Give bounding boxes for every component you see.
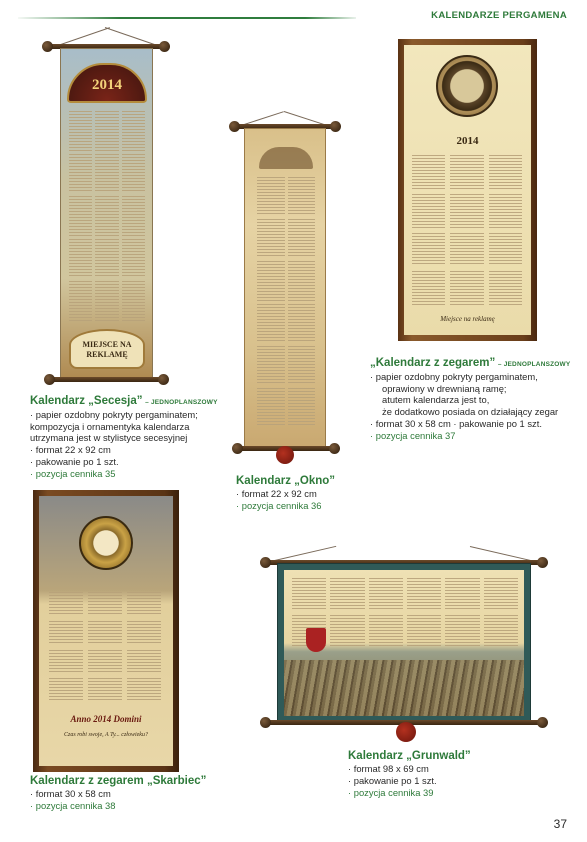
calendar-month xyxy=(489,194,522,228)
calendar-month xyxy=(69,196,92,236)
calendar-month xyxy=(257,304,285,343)
caption-grunwald xyxy=(348,749,548,798)
calendar-month xyxy=(330,615,364,648)
spec-line: kompozycja i ornamentyka kalendarza xyxy=(30,420,190,432)
calendar-month xyxy=(88,621,122,645)
calendar-month xyxy=(122,154,145,194)
calendar-month xyxy=(95,154,118,194)
spec-line: · format 30 x 58 cm xyxy=(30,788,240,800)
calendar-grid xyxy=(412,155,522,305)
okno-window-arch xyxy=(259,147,313,169)
wax-seal-icon xyxy=(396,722,416,742)
calendar-month xyxy=(288,177,316,216)
coat-of-arms-icon xyxy=(306,628,326,652)
calendar-grid xyxy=(49,592,161,702)
calendar-month xyxy=(484,578,518,611)
spec-line: · format 22 x 92 cm xyxy=(236,488,396,500)
calendar-month xyxy=(257,388,285,427)
calendar-month xyxy=(69,111,92,151)
calendar-month xyxy=(49,678,83,702)
skarbiec-motto: Czas robi swoje, A Ty... człowieku? xyxy=(64,732,148,738)
calendar-month xyxy=(369,578,403,611)
calendar-month xyxy=(330,578,364,611)
calendar-month xyxy=(445,615,479,648)
secesja-ad-plate: MIEJSCE NA REKLAMĘ xyxy=(69,329,145,369)
product-name: Kalendarz z zegarem „Skarbiec” xyxy=(30,775,207,787)
calendar-month xyxy=(484,615,518,648)
calendar-month xyxy=(257,219,285,258)
price-ref: · pozycja cennika 35 xyxy=(30,468,240,480)
calendar-month xyxy=(95,239,118,279)
calendar-month xyxy=(95,196,118,236)
calendar-grid xyxy=(257,177,315,427)
calendar-month xyxy=(257,177,285,216)
page-number: 37 xyxy=(553,817,567,831)
calendar-month xyxy=(49,621,83,645)
zegar-ad-text: Miejsce na reklamę xyxy=(440,315,495,323)
calendar-month xyxy=(127,592,161,616)
secesja-banner-image xyxy=(60,48,153,378)
okno-banner-image xyxy=(244,128,326,450)
product-name: Kalendarz „Grunwald” xyxy=(348,750,471,762)
calendar-month xyxy=(257,346,285,385)
spec-line: · pakowanie po 1 szt. xyxy=(348,775,548,787)
spec-line: · papier ozdobny pokryty pergaminatem; xyxy=(30,409,240,421)
calendar-month xyxy=(450,194,483,228)
calendar-month xyxy=(489,155,522,189)
section-title: KALENDARZE PERGAMENA xyxy=(431,10,567,21)
spec-line: · format 98 x 69 cm xyxy=(348,763,548,775)
calendar-grid xyxy=(69,111,145,321)
product-tag: – JEDNOPLANSZOWY xyxy=(145,399,218,406)
calendar-month xyxy=(450,233,483,267)
calendar-month xyxy=(122,239,145,279)
secesja-year-arch: 2014 xyxy=(67,63,147,103)
calendar-month xyxy=(69,281,92,321)
product-tag: – JEDNOPLANSZOWY xyxy=(497,361,571,368)
caption-okno xyxy=(236,474,396,512)
calendar-month xyxy=(49,650,83,674)
calendar-month xyxy=(95,281,118,321)
spec-line: · format 22 x 92 cm xyxy=(30,444,240,456)
calendar-month xyxy=(88,592,122,616)
spec-line: oprawiony w drewnianą ramę; xyxy=(382,382,507,394)
calendar-month xyxy=(69,154,92,194)
spec-line: że dodatkowo posiada on działający zegar xyxy=(382,406,559,418)
calendar-month xyxy=(288,304,316,343)
calendar-month xyxy=(489,233,522,267)
header-rule xyxy=(18,17,356,19)
calendar-month xyxy=(288,219,316,258)
clock-icon xyxy=(79,516,133,570)
calendar-month xyxy=(95,111,118,151)
calendar-month xyxy=(407,615,441,648)
clock-icon xyxy=(436,55,498,117)
caption-zegar xyxy=(370,356,575,442)
zegar-year: 2014 xyxy=(456,135,479,147)
price-ref: · pozycja cennika 36 xyxy=(236,500,396,512)
calendar-month xyxy=(122,281,145,321)
calendar-month xyxy=(412,155,445,189)
spec-line: · papier ozdobny pokryty pergaminatem, xyxy=(370,371,575,383)
price-ref: · pozycja cennika 37 xyxy=(370,430,575,442)
calendar-month xyxy=(69,239,92,279)
skarbiec-frame-image xyxy=(33,490,179,772)
calendar-month xyxy=(412,271,445,305)
price-ref: · pozycja cennika 39 xyxy=(348,787,548,799)
skarbiec-year-line: Anno 2014 Domini xyxy=(70,714,142,724)
calendar-month xyxy=(122,111,145,151)
bottom-rod xyxy=(50,377,163,382)
spec-line: · format 30 x 58 cm · pakowanie po 1 szt. xyxy=(370,418,575,430)
spec-line: atutem kalendarza jest to, xyxy=(382,394,490,406)
calendar-month xyxy=(288,388,316,427)
calendar-month xyxy=(127,678,161,702)
calendar-month xyxy=(369,615,403,648)
product-name: „Kalendarz z zegarem” xyxy=(370,357,496,369)
zegar-frame-image xyxy=(398,39,537,341)
battle-scene xyxy=(284,660,524,716)
calendar-month xyxy=(445,578,479,611)
calendar-month xyxy=(412,194,445,228)
wax-seal-icon xyxy=(276,446,294,464)
product-name: Kalendarz „Okno” xyxy=(236,475,336,487)
calendar-month xyxy=(288,261,316,300)
grunwald-banner-image xyxy=(277,563,531,723)
calendar-month xyxy=(450,155,483,189)
calendar-month xyxy=(88,650,122,674)
calendar-month xyxy=(122,196,145,236)
calendar-month xyxy=(49,592,83,616)
product-name: Kalendarz „Secesja” xyxy=(30,395,143,407)
calendar-month xyxy=(88,678,122,702)
calendar-month xyxy=(127,621,161,645)
calendar-month xyxy=(127,650,161,674)
spec-line: utrzymana jest w stylistyce secesyjnej xyxy=(30,432,188,444)
caption-secesja xyxy=(30,394,240,480)
spec-line: · pakowanie po 1 szt. xyxy=(30,456,240,468)
calendar-month xyxy=(407,578,441,611)
calendar-month xyxy=(288,346,316,385)
calendar-month xyxy=(450,271,483,305)
calendar-month xyxy=(257,261,285,300)
price-ref: · pozycja cennika 38 xyxy=(30,800,240,812)
caption-skarbiec xyxy=(30,774,240,812)
calendar-month xyxy=(292,578,326,611)
calendar-month xyxy=(489,271,522,305)
calendar-month xyxy=(412,233,445,267)
